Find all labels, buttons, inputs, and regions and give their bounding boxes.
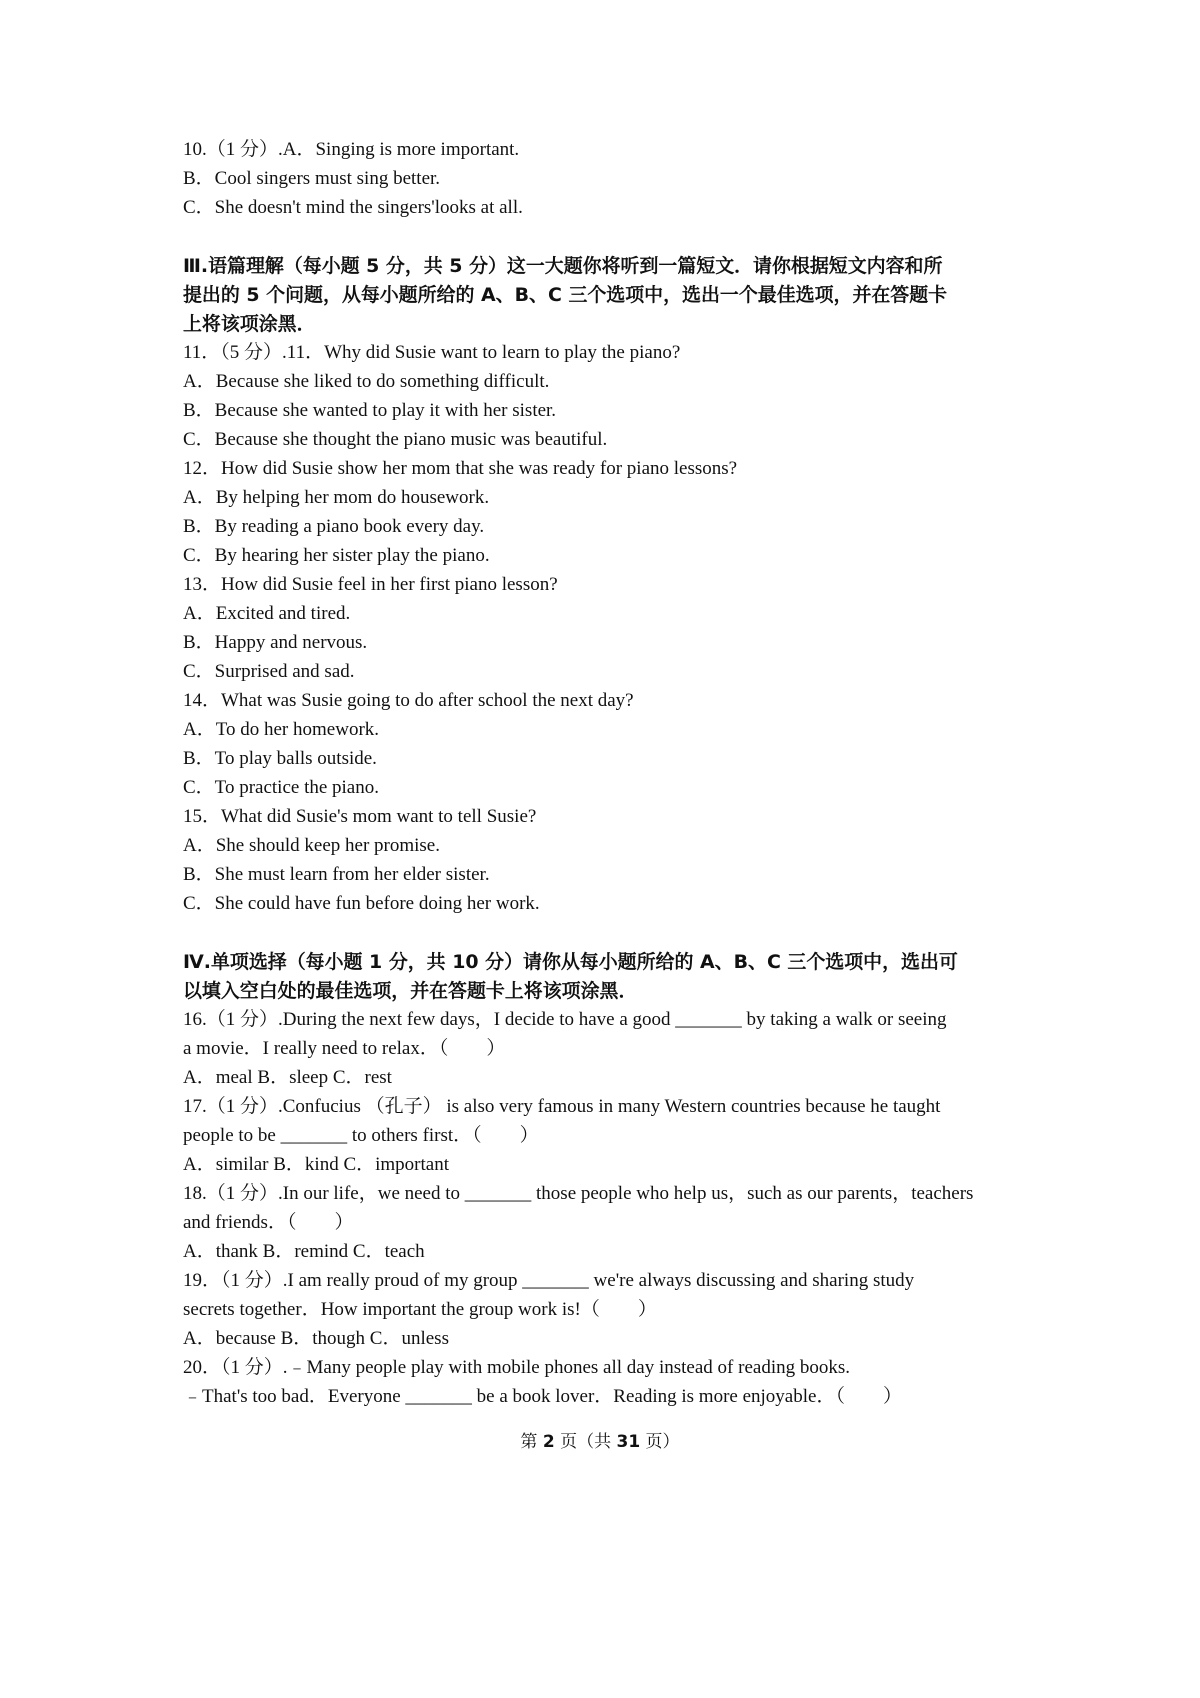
q17-stem-line-2: people to be _______ to others first．（ ）	[183, 1125, 539, 1146]
q13-option-c: C．Surprised and sad.	[183, 661, 355, 682]
q15-option-a: A．She should keep her promise.	[183, 835, 440, 856]
q10-option-c: C．She doesn't mind the singers'looks at all.	[183, 197, 523, 218]
q18-options: A．thank B．remind C．teach	[183, 1241, 425, 1262]
q15-option-c: C．She could have fun before doing her work.	[183, 893, 540, 914]
q11-option-a: A．Because she liked to do something difficult.	[183, 371, 550, 392]
q18-stem-line-1: 18.（1 分）.In our life，we need to _______ those people who help us，such as our parents，teachers	[183, 1183, 974, 1204]
q12-option-b: B．By reading a piano book every day.	[183, 516, 485, 537]
q11-option-b: B．Because she wanted to play it with her sister.	[183, 400, 557, 421]
section-3-heading-line-1: Ⅲ.语篇理解（每小题 5 分，共 5 分）这一大题你将听到一篇短文．请你根据短文内容和所	[183, 255, 943, 277]
q12-stem: 12．How did Susie show her mom that she was ready for piano lessons?	[183, 458, 738, 479]
q20-stem-line-1: 20．（1 分）.﹣Many people play with mobile phones all day instead of reading books.	[183, 1357, 850, 1378]
q15-stem: 15．What did Susie's mom want to tell Susie?	[183, 806, 537, 827]
section-3-heading-line-2: 提出的 5 个问题，从每小题所给的 A、B、C 三个选项中，选出一个最佳选项，并在答题卡	[183, 284, 948, 306]
q20-stem-line-2: ﹣That's too bad．Everyone _______ be a book lover．Reading is more enjoyable．（ ）	[183, 1386, 902, 1407]
section-4-heading-line-2: 以填入空白处的最佳选项，并在答题卡上将该项涂黑．	[183, 980, 638, 1002]
section-4-heading-line-1: Ⅳ.单项选择（每小题 1 分，共 10 分）请你从每小题所给的 A、B、C 三个选项中，选出可	[183, 951, 958, 973]
q19-stem-line-1: 19．（1 分）.I am really proud of my group _______ we're always discussing and sharing study	[183, 1270, 915, 1291]
q11-option-c: C．Because she thought the piano music was beautiful.	[183, 429, 608, 450]
q14-option-c: C．To practice the piano.	[183, 777, 379, 798]
q14-option-b: B．To play balls outside.	[183, 748, 377, 769]
q16-stem-line-1: 16.（1 分）.During the next few days，I decide to have a good _______ by taking a walk or seeing	[183, 1009, 947, 1030]
q12-option-a: A．By helping her mom do housework.	[183, 487, 490, 508]
page-footer	[0, 1430, 1200, 1454]
q18-stem-line-2: and friends．（ ）	[183, 1212, 354, 1233]
q19-options: A．because B．though C．unless	[183, 1328, 449, 1349]
q17-stem-line-1: 17.（1 分）.Confucius （孔子） is also very famous in many Western countries because he taught	[183, 1096, 941, 1117]
section-3-heading-line-3: 上将该项涂黑．	[183, 313, 316, 335]
q13-stem: 13．How did Susie feel in her first piano lesson?	[183, 574, 558, 595]
q11-stem: 11．（5 分）.11．Why did Susie want to learn to play the piano?	[183, 342, 681, 363]
footer-middle: 页（共	[554, 1432, 617, 1452]
q13-option-a: A．Excited and tired.	[183, 603, 351, 624]
footer-suffix: 页）	[640, 1432, 680, 1452]
footer-page-number: 2	[542, 1432, 555, 1452]
q10-option-a: 10.（1 分）.A．Singing is more important.	[183, 139, 520, 160]
q16-options: A．meal B．sleep C．rest	[183, 1067, 392, 1088]
q13-option-b: B．Happy and nervous.	[183, 632, 368, 653]
q14-stem: 14．What was Susie going to do after school the next day?	[183, 690, 634, 711]
q12-option-c: C．By hearing her sister play the piano.	[183, 545, 490, 566]
q17-options: A．similar B．kind C．important	[183, 1154, 449, 1175]
footer-prefix: 第	[520, 1432, 543, 1452]
q15-option-b: B．She must learn from her elder sister.	[183, 864, 490, 885]
q16-stem-line-2: a movie．I really need to relax．（ ）	[183, 1038, 506, 1059]
q14-option-a: A．To do her homework.	[183, 719, 380, 740]
footer-total-pages: 31	[616, 1432, 641, 1452]
q10-option-b: B．Cool singers must sing better.	[183, 168, 441, 189]
q19-stem-line-2: secrets together．How important the group work is!（ ）	[183, 1299, 657, 1320]
